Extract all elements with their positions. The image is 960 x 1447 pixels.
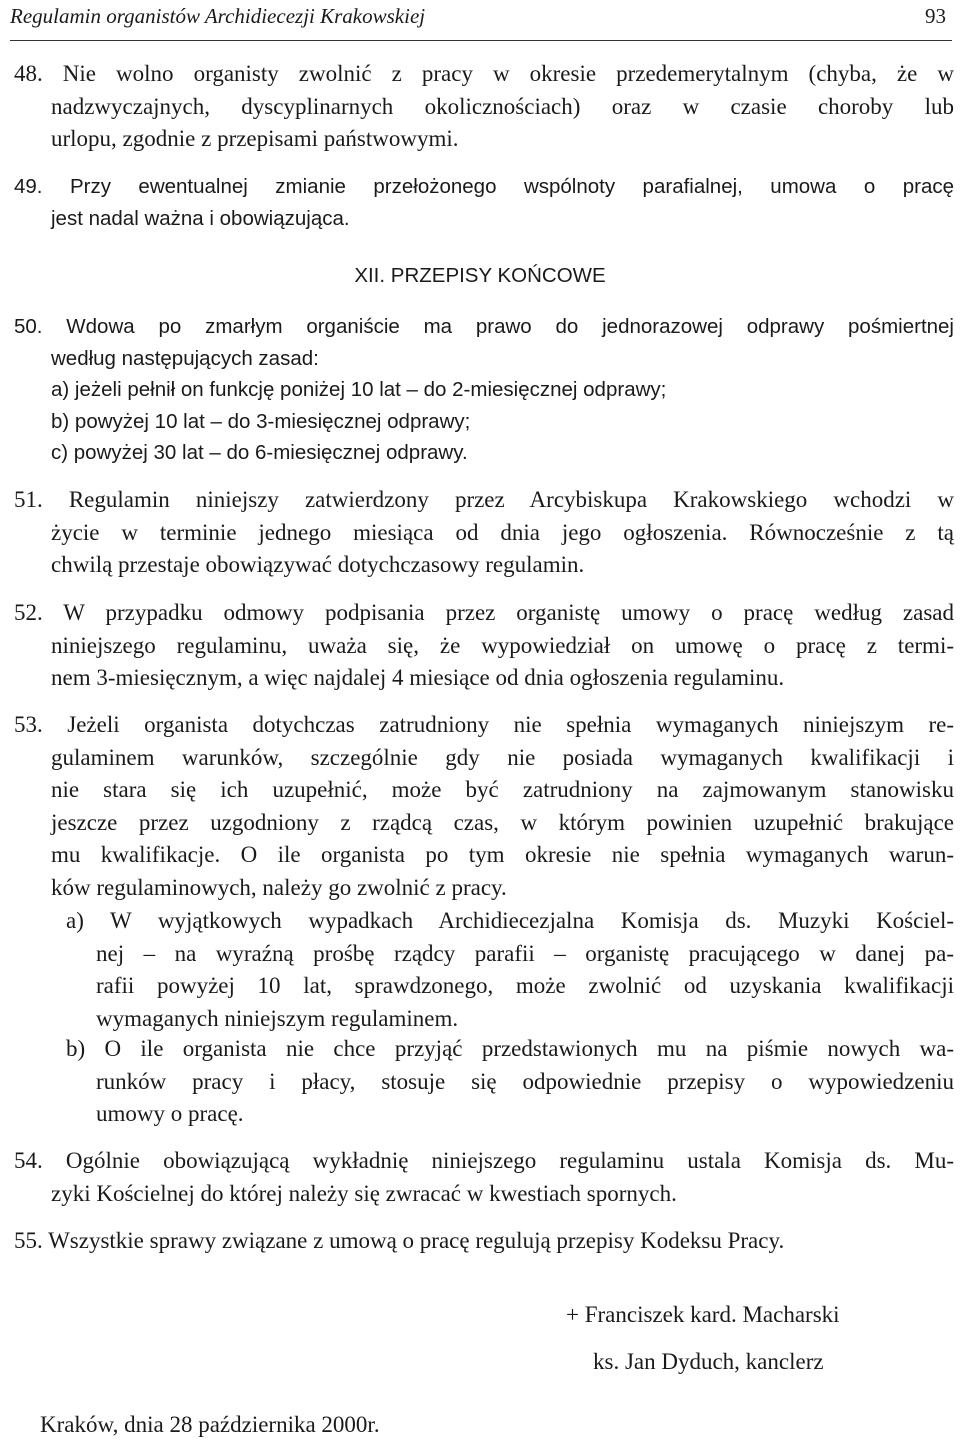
running-header bbox=[10, 0, 952, 41]
paragraph-53a-line: nej – na wyraźną prośbę rządcy parafii – organistę pracującego w danej pa- bbox=[96, 940, 954, 966]
page-number: 93 bbox=[925, 4, 946, 28]
paragraph-49 bbox=[14, 171, 954, 234]
paragraph-55 bbox=[14, 1225, 954, 1258]
paragraph-52 bbox=[14, 597, 954, 695]
paragraph-51-line: 51. Regulamin niniejszy zatwierdzony przez Arcybiskupa Krakowskiego wchodzi w bbox=[14, 487, 954, 512]
paragraph-53a-line: a) W wyjątkowych wypadkach Archidiecezjalna Komisja ds. Muzyki Kościel- bbox=[66, 908, 954, 933]
paragraph-52-line: nem 3-miesięcznym, a więc najdalej 4 miesiące od dnia ogłoszenia regulaminu. bbox=[51, 665, 785, 690]
paragraph-52-line: 52. W przypadku odmowy podpisania przez organistę umowy o pracę według zasad bbox=[14, 600, 954, 625]
paragraph-53-line: nie stara się ich uzupełnić, może być zatrudniony na zajmowanym stanowisku bbox=[51, 777, 954, 802]
paragraph-54 bbox=[14, 1145, 954, 1210]
paragraph-50-list-item: a) jeżeli pełnił on funkcję poniżej 10 lat – do 2-miesięcznej odprawy; bbox=[51, 378, 667, 401]
paragraph-53-line: 53. Jeżeli organista dotychczas zatrudniony nie spełnia wymaganych niniejszym re- bbox=[14, 712, 954, 737]
paragraph-53-line: ków regulaminowych, należy go zwolnić z pracy. bbox=[51, 874, 507, 900]
paragraph-50-list-item: c) powyżej 30 lat – do 6-miesięcznej odprawy. bbox=[51, 441, 468, 464]
paragraph-51-line: chwilą przestaje obowiązywać dotychczasowy regulamin. bbox=[51, 552, 585, 577]
paragraph-53-item-a bbox=[14, 905, 954, 1035]
paragraph-49-line: jest nadal ważna i obowiązująca. bbox=[51, 206, 350, 230]
paragraph-53-line: gulaminem warunków, szczególnie gdy nie posiada wymaganych kwalifikacji i bbox=[51, 744, 954, 770]
paragraph-53 bbox=[14, 709, 954, 904]
paragraph-53b-line: b) O ile organista nie chce przyjąć przedstawionych mu na piśmie nowych wa- bbox=[66, 1036, 954, 1061]
paragraph-53b-line: umowy o pracę. bbox=[96, 1101, 244, 1126]
paragraph-53a-line: wymaganych niniejszym regulaminem. bbox=[96, 1005, 459, 1031]
place-date: Kraków, dnia 28 października 2000r. bbox=[40, 1412, 380, 1437]
section-heading: XII. PRZEPISY KOŃCOWE bbox=[354, 264, 606, 287]
paragraph-51 bbox=[14, 484, 954, 582]
paragraph-53-line: mu kwalifikacje. O ile organista po tym okresie nie spełnia wymaganych warun- bbox=[51, 842, 954, 867]
paragraph-53-item-b bbox=[14, 1033, 954, 1131]
paragraph-53b-line: runków pracy i płacy, stosuje się odpowiednie przepisy o wypowiedzeniu bbox=[96, 1068, 954, 1094]
paragraph-55-line: 55. Wszystkie sprawy związane z umową o pracę regulują przepisy Kodeksu Pracy. bbox=[14, 1228, 785, 1253]
paragraph-48 bbox=[14, 58, 954, 156]
paragraph-54-line: 54. Ogólnie obowiązującą wykładnię niniejszego regulaminu ustala Komisja ds. Mu- bbox=[14, 1148, 954, 1173]
paragraph-50-line: według następujących zasad: bbox=[51, 346, 319, 370]
paragraph-50-line: 50. Wdowa po zmarłym organiście ma prawo do jednorazowej odprawy pośmiertnej bbox=[14, 315, 954, 338]
signature-chancellor: ks. Jan Dyduch, kanclerz bbox=[593, 1349, 824, 1374]
paragraph-50-list-item: b) powyżej 10 lat – do 3-miesięcznej odprawy; bbox=[51, 409, 471, 433]
paragraph-52-line: niniejszego regulaminu, uważa się, że wypowiedział on umowę o pracę z termi- bbox=[51, 632, 954, 658]
paragraph-50 bbox=[14, 311, 954, 469]
paragraph-51-line: życie w terminie jednego miesiąca od dnia jego ogłoszenia. Równocześnie z tą bbox=[51, 519, 954, 545]
paragraph-53a-line: rafii powyżej 10 lat, sprawdzonego, może zwolnić od uzyskania kwalifikacji bbox=[96, 973, 954, 998]
paragraph-53-line: jeszcze przez uzgodniony z rządcą czas, w którym powinien uzupełnić brakujące bbox=[51, 809, 954, 835]
paragraph-48-line: 48. Nie wolno organisty zwolnić z pracy w okresie przedemerytalnym (chyba, że w bbox=[14, 61, 954, 86]
signature-cardinal: + Franciszek kard. Macharski bbox=[566, 1302, 840, 1327]
header-title: Regulamin organistów Archidiecezji Krakowskiej bbox=[10, 4, 426, 28]
paragraph-48-line: urlopu, zgodnie z przepisami państwowymi. bbox=[51, 126, 459, 151]
paragraph-49-line: 49. Przy ewentualnej zmianie przełożonego wspólnoty parafialnej, umowa o pracę bbox=[14, 175, 954, 198]
paragraph-48-line: nadzwyczajnych, dyscyplinarnych okolicznościach) oraz w czasie choroby lub bbox=[51, 93, 954, 119]
paragraph-54-line: zyki Kościelnej do której należy się zwracać w kwestiach spornych. bbox=[51, 1180, 677, 1206]
